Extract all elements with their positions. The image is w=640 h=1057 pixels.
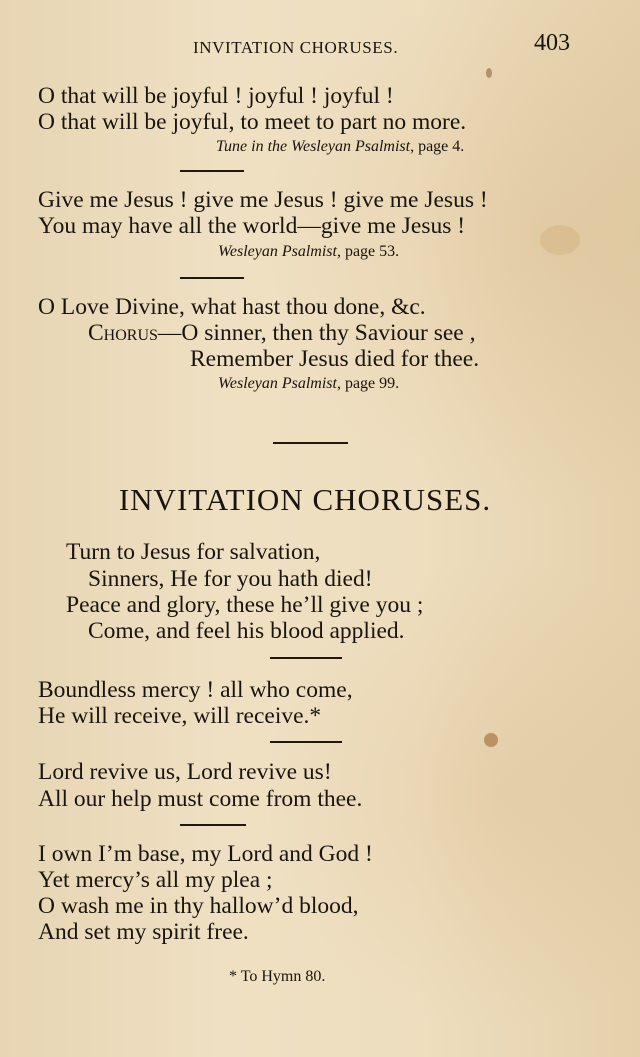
page-number: 403 [534,30,570,56]
hymn-line: He will receive, will receive.* [38,703,322,729]
reference-page: , page 99. [336,375,400,392]
hymn-line: Sinners, He for you hath died! [88,566,373,592]
divider-rule [270,741,342,743]
tune-reference [218,243,399,261]
chorus-line: You may have all the world—give me Jesus ! [38,213,466,239]
divider-rule [180,824,246,826]
paper-stain [484,733,498,747]
chorus-line: O that will be joyful, to meet to part no more. [38,109,467,135]
hymn-line: O wash me in thy hallow’d blood, [38,893,359,919]
divider-rule [270,657,342,659]
hymn-line: I own I’m base, my Lord and God ! [38,841,373,867]
hymn-line: All our help must come from thee. [38,786,363,812]
chorus-line: Remember Jesus died for thee. [190,346,480,372]
hymn-line: Boundless mercy ! all who come, [38,677,353,703]
running-head: INVITATION CHORUSES. [193,38,399,57]
tune-reference [218,375,399,393]
hymn-line: Turn to Jesus for salvation, [66,539,321,565]
hymn-line: And set my spirit free. [38,919,249,945]
chorus-line: O that will be joyful ! joyful ! joyful ! [38,83,394,109]
reference-title: Wesleyan Psalmist [218,243,337,260]
reference-page: , page 53. [336,243,400,260]
reference-title: Tune in the Wesleyan Psalmist [216,138,411,155]
tune-reference [216,138,464,156]
paper-stain [486,68,492,78]
hymn-line: Come, and feel his blood applied. [88,618,405,644]
paper-stain [540,225,580,255]
chorus-line: Give me Jesus ! give me Jesus ! give me Jesus ! [38,187,488,213]
footnote: * To Hymn 80. [229,968,326,985]
chorus-label: Chorus [88,320,158,346]
chorus-line [88,320,475,346]
hymn-line: Yet mercy’s all my plea ; [38,867,273,893]
section-title: INVITATION CHORUSES. [118,482,492,517]
chorus-text: —O sinner, then thy Saviour see , [157,320,476,346]
reference-page: , page 4. [410,138,465,155]
reference-title: Wesleyan Psalmist [218,375,337,392]
hymn-line: Lord revive us, Lord revive us! [38,759,332,785]
section-divider-rule [273,442,348,444]
chorus-line: O Love Divine, what hast thou done, &c. [38,294,426,320]
hymn-line: Peace and glory, these he’ll give you ; [66,592,424,618]
divider-rule [180,170,244,172]
divider-rule [180,277,244,279]
